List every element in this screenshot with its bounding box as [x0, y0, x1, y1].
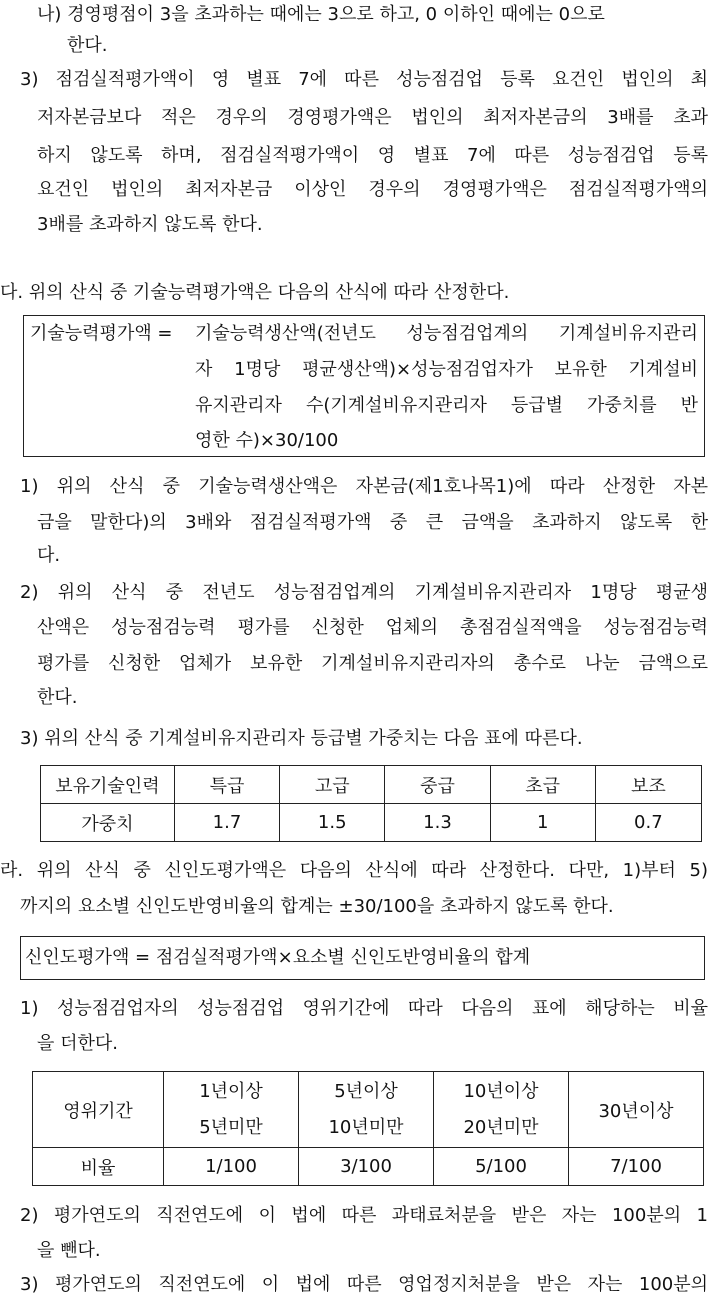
text-line: 한다. [67, 35, 108, 56]
table-header-cell: 1년이상 5년미만 [164, 1072, 299, 1148]
formula-line: 영한 수)×30/100 [195, 430, 339, 451]
table-header-cell: 30년이상 [569, 1072, 704, 1148]
formula-box [23, 315, 705, 457]
text-line: 다. [37, 545, 61, 566]
text-line: 2) 평가연도의 직전연도에 이 법에 따른 과태료처분을 받은 자는 100분의 1 [20, 1205, 708, 1226]
formula-line: 신인도평가액 = 점검실적평가액×요소별 신인도반영비율의 합계 [25, 947, 531, 968]
text-line: 저자본금보다 적은 경우의 경영평가액은 법인의 최저자본금의 3배를 초과 [37, 107, 708, 128]
section-heading: 다. 위의 산식 중 기술능력평가액은 다음의 산식에 따라 산정한다. [0, 282, 510, 303]
table-header-cell: 10년이상 20년미만 [434, 1072, 569, 1148]
text-line: 산액은 성능점검능력 평가를 신청한 업체의 총점검실적액을 성능점검능력 [37, 617, 708, 638]
text-line: 2) 위의 산식 중 전년도 성능점검업계의 기계설비유지관리자 1명당 평균생 [20, 582, 708, 603]
table-header-cell: 5년이상 10년미만 [299, 1072, 434, 1148]
table-cell: 3/100 [299, 1148, 434, 1186]
text-line: 1) 성능점검업자의 성능점검업 영위기간에 따라 다음의 표에 해당하는 비율 [20, 998, 708, 1019]
grade-weight-table [40, 765, 702, 842]
table-cell: 1.7 [174, 804, 279, 842]
table-header-cell: 보조 [595, 766, 701, 804]
text-line: 한다. [37, 687, 78, 708]
table-cell: 1/100 [164, 1148, 299, 1186]
table-header-cell: 영위기간 [33, 1072, 164, 1148]
text-line: 평가를 신청한 업체가 보유한 기계설비유지관리자의 총수로 나눈 금액으로 [37, 653, 708, 674]
text-line: 을 뺀다. [37, 1240, 101, 1261]
table-cell: 1.5 [280, 804, 385, 842]
text-line: 3) 평가연도의 직전연도에 이 법에 따른 영업정지처분을 받은 자는 100분의 [20, 1274, 708, 1295]
formula-box [20, 936, 705, 980]
table-header-cell: 초급 [490, 766, 595, 804]
text-line: 나) 경영평점이 3을 초과하는 때에는 3으로 하고, 0 이하인 때에는 0으로 [37, 4, 605, 25]
formula-line: 유지관리자 수(기계설비유지관리자 등급별 가중치를 반 [195, 395, 698, 416]
table-cell: 가중치 [41, 804, 175, 842]
formula-line: 자 1명당 평균생산액)×성능점검업자가 보유한 기계설비 [195, 359, 698, 380]
table-cell: 1.3 [385, 804, 490, 842]
text-line: 3) 위의 산식 중 기계설비유지관리자 등급별 가중치는 다음 표에 따른다. [20, 728, 583, 749]
section-heading: 라. 위의 산식 중 신인도평가액은 다음의 산식에 따라 산정한다. 다만, 1)부터 5) [0, 860, 708, 881]
text-line: 을 더한다. [37, 1033, 118, 1054]
table-header-cell: 특급 [174, 766, 279, 804]
text-line: 하지 않도록 하며, 점검실적평가액이 영 별표 7에 따른 성능점검업 등록 [37, 145, 708, 166]
formula-label: 기술능력평가액 = [30, 323, 173, 344]
table-cell: 0.7 [595, 804, 701, 842]
text-line: 1) 위의 산식 중 기술능력생산액은 자본금(제1호나목1)에 따라 산정한 자본 [20, 476, 708, 497]
text-line: 금을 말한다)의 3배와 점검실적평가액 중 큰 금액을 초과하지 않도록 한 [37, 512, 708, 533]
text-line: 3배를 초과하지 않도록 한다. [37, 214, 263, 235]
text-line: 요건인 법인의 최저자본금 이상인 경우의 경영평가액은 점검실적평가액의 [37, 179, 708, 200]
text-line: 까지의 요소별 신인도반영비율의 합계는 ±30/100을 초과하지 않도록 한다. [20, 896, 614, 917]
table-cell: 5/100 [434, 1148, 569, 1186]
table-cell: 7/100 [569, 1148, 704, 1186]
text-line: 3) 점검실적평가액이 영 별표 7에 따른 성능점검업 등록 요건인 법인의 최 [20, 69, 708, 90]
formula-line: 기술능력생산액(전년도 성능점검업계의 기계설비유지관리 [195, 323, 698, 344]
table-cell: 비율 [33, 1148, 164, 1186]
table-header-cell: 중급 [385, 766, 490, 804]
table-header-cell: 고급 [280, 766, 385, 804]
table-cell: 1 [490, 804, 595, 842]
table-header-cell: 보유기술인력 [41, 766, 175, 804]
period-ratio-table [32, 1071, 704, 1186]
